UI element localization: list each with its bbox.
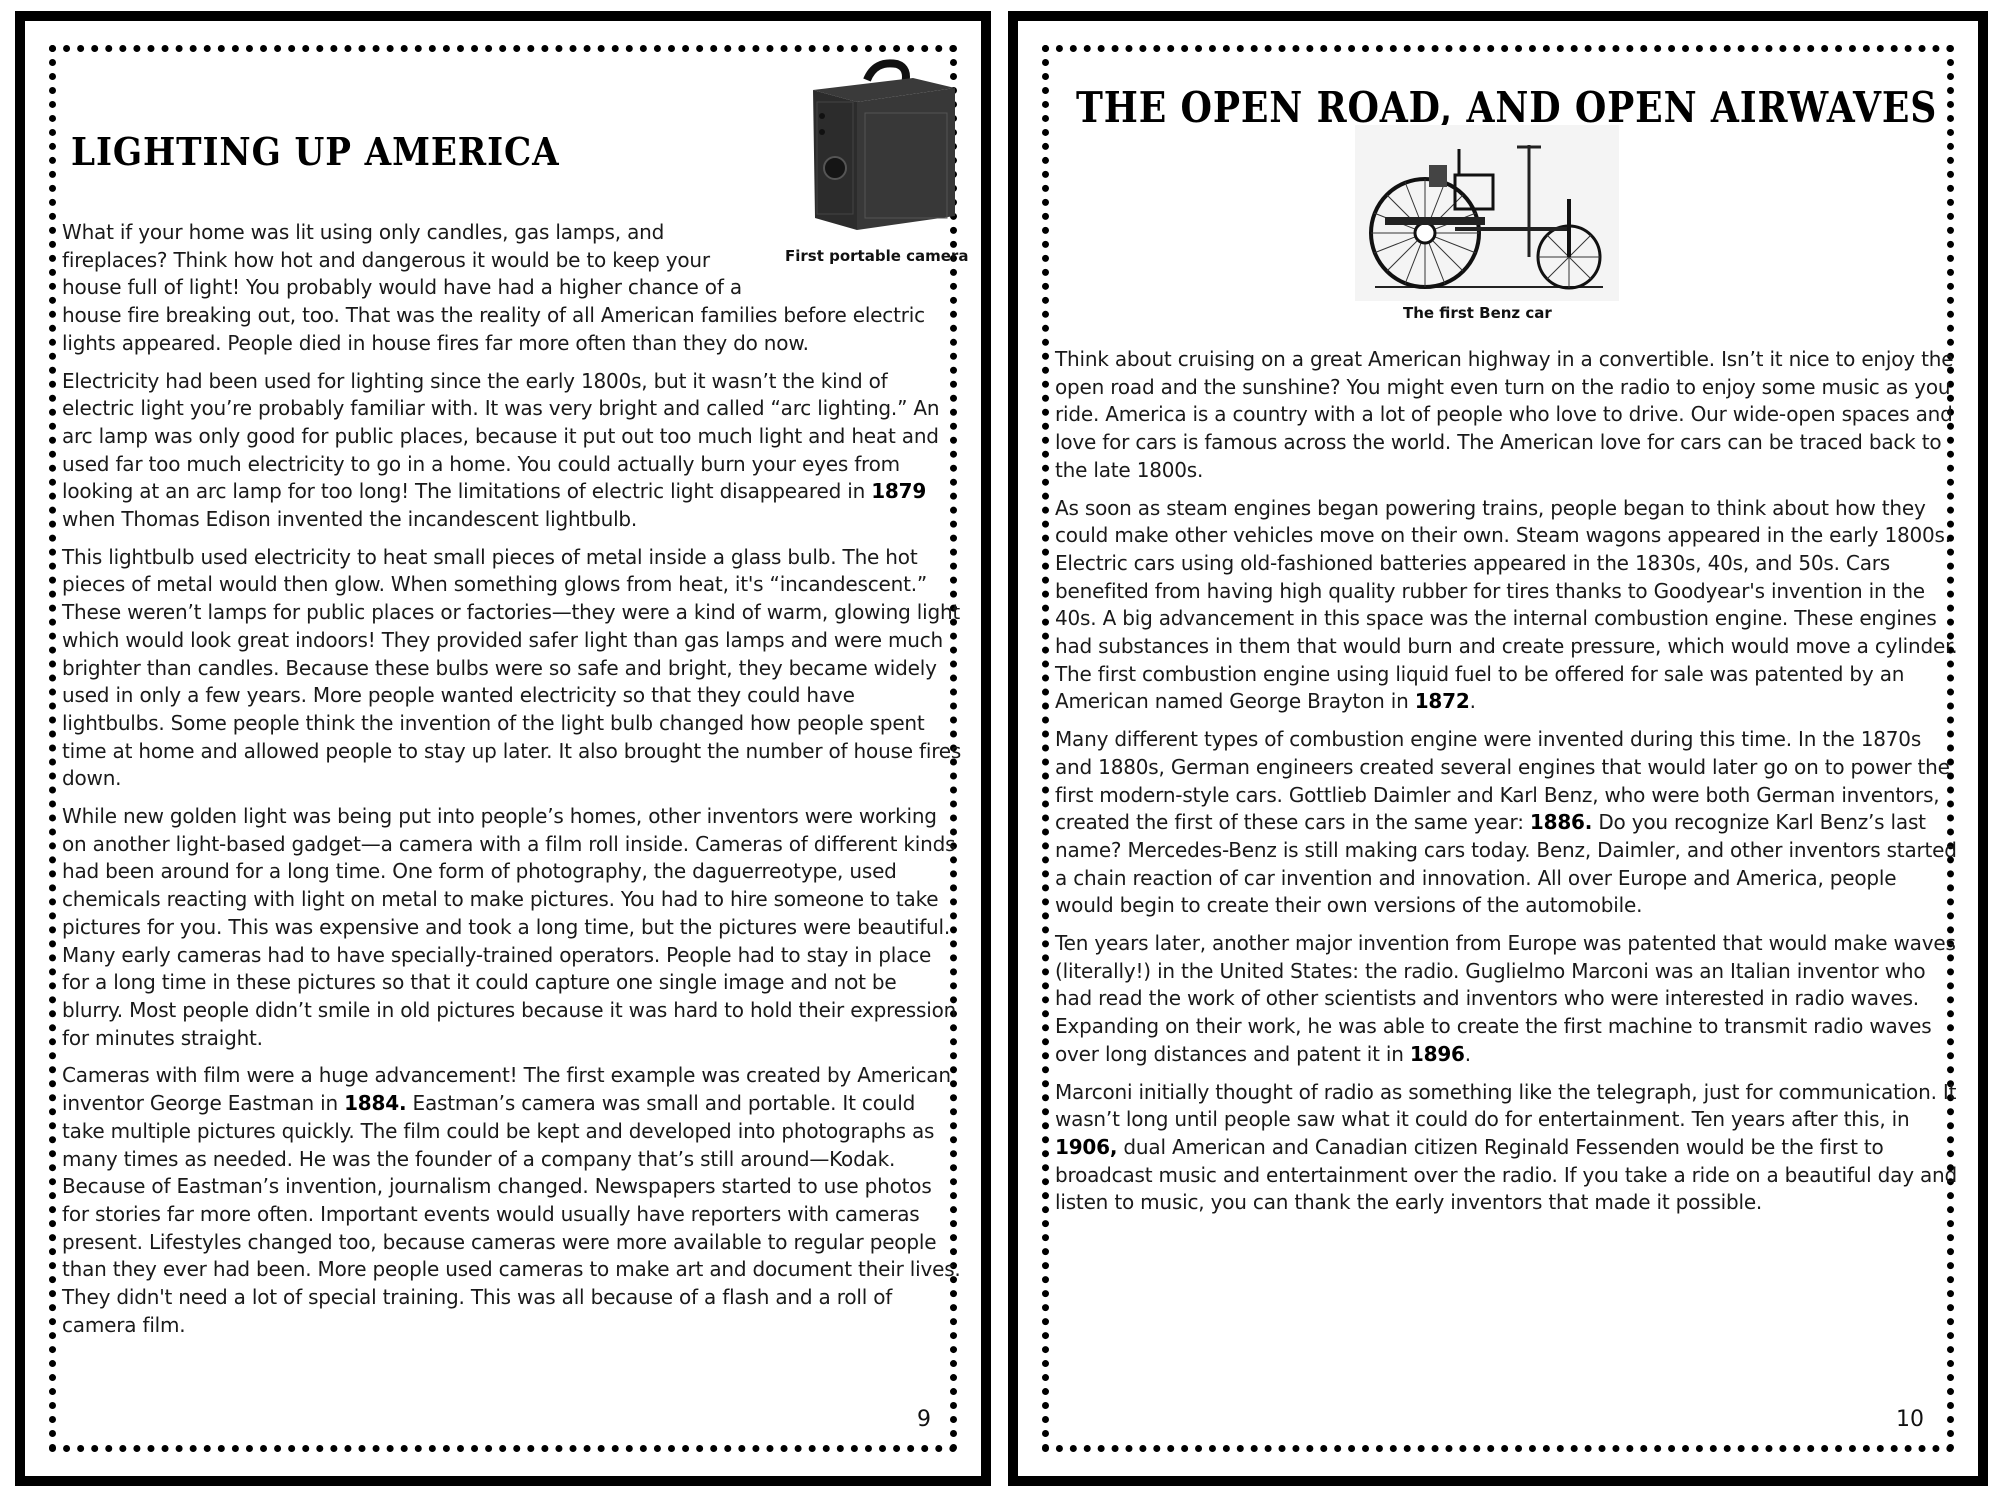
paragraph: This lightbulb used electricity to heat small pieces of metal inside a glass bulb. The hot pieces of metal would then glow. When something glows from heat, it's “incandescent.” These weren’t lamps for public places or factories—they were a kind of warm, glowing light which would look great indoors! They provided safer light than gas lamps and were much brighter than candles. Because these bulbs were so safe and bright, they became widely used in only a few years. More people wanted electricity so that they could have lightbulbs. Some people think the invention of the light bulb changed how people spent time at home and allowed people to stay up later. It also brought the number of house fires down. bbox=[62, 544, 962, 791]
paragraph: While new golden light was being put into people’s homes, other inventors were working on another light-based gadget—a camera with a film roll inside. Cameras of different kinds had been around for a long time. One form of photography, the daguerreotype, used chemicals reacting with light on metal to make pictures. You had to hire someone to take pictures for you. This was expensive and took a long time, but the pictures were beautiful. Many early cameras had to have specially-trained operators. People had to stay in place for a long time in these pictures so that it could capture one single image and not be blurry. Most people didn’t smile in old pictures because it was hard to hold their expression for minutes straight. bbox=[62, 804, 957, 1050]
page-10 bbox=[1008, 11, 1988, 1486]
year-highlight: 1872 bbox=[1414, 689, 1470, 714]
paragraph: Electricity had been used for lighting since the early 1800s, but it wasn’t the kind of electric light you’re probably familiar with. It was very bright and called “arc lighting.” An arc lamp was only good for public places, because it put out too much light and heat and used far too much electricity to go in a home. You could actually burn your eyes from looking at an arc lamp for too long! The limitations of electric light disappeared in 1879 when Thomas Edison invented the incandescent lightbulb. bbox=[62, 368, 940, 532]
paragraph: Ten years later, another major invention from Europe was patented that would make waves (literally!) in the United States: the radio. Guglielmo Marconi was an Italian inventor who had read the work of other scientists and inventors who were interested in radio waves. Expanding on their work, he was able to create the first machine to transmit radio waves over long distances and patent it in 1896. bbox=[1055, 931, 1956, 1066]
figure-caption: First portable camera bbox=[785, 247, 969, 265]
paragraph: Many different types of combustion engine were invented during this time. In the 1870s and 1880s, German engineers created several engines that would later go on to power the first modern-style cars. Gottlieb Daimler and Karl Benz, who were both German inventors, created the first of these cars in the same year: 1886. Do you recognize Karl Benz’s last name? Mercedes-Benz is still making cars today. Benz, Daimler, and other inventors started a chain reaction of car invention and innovation. All over Europe and America, people would begin to create their own versions of the automobile. bbox=[1055, 727, 1957, 918]
box-camera-photo-icon bbox=[805, 58, 960, 233]
page-title: LIGHTING UP AMERICA bbox=[71, 129, 560, 174]
page-title: THE OPEN ROAD, AND OPEN AIRWAVES bbox=[1076, 83, 1938, 132]
page-number: 10 bbox=[1896, 1407, 1924, 1432]
year-highlight: 1886. bbox=[1529, 810, 1593, 835]
year-highlight: 1884. bbox=[344, 1091, 407, 1116]
paragraph: Marconi initially thought of radio as something like the telegraph, just for communication. It wasn’t long until people saw what it could do for entertainment. Ten years after this, in 1906, dual American and Canadian citizen Reginald Fessenden would be the first to broadcast music and entertainment over the radio. If you take a ride on a beautiful day and listen to music, you can thank the early inventors that made it possible. bbox=[1055, 1079, 1958, 1215]
article-body bbox=[62, 219, 962, 1349]
paragraph: Think about cruising on a great American highway in a convertible. Isn’t it nice to enjoy the open road and the sunshine? You might even turn on the radio to enjoy some music as you ride. America is a country with a lot of people who love to drive. Our wide-open spaces and love for cars is famous across the world. The American love for cars can be traced back to the late 1800s. bbox=[1055, 347, 1954, 482]
figure-caption: The first Benz car bbox=[1403, 304, 1552, 322]
page-number: 9 bbox=[917, 1407, 931, 1432]
article-body bbox=[1055, 346, 1960, 1227]
year-highlight: 1906, bbox=[1055, 1134, 1118, 1159]
paragraph: Cameras with film were a huge advancement! The first example was created by American inventor George Eastman in 1884. Eastman’s camera was small and portable. It could take multiple pictures quickly. The film could be kept and developed into photographs as many times as needed. He was the founder of a company that’s still around—Kodak. Because of Eastman’s invention, journalism changed. Newspapers started to use photos for stories far more often. Important events would usually have reporters with cameras present. Lifestyles changed too, because cameras were more available to regular people than they ever had been. More people used cameras to make art and document their lives. They didn't need a lot of special training. This was all because of a flash and a roll of camera film. bbox=[62, 1063, 961, 1337]
year-highlight: 1879 bbox=[871, 479, 927, 504]
benz-car-engraving-icon bbox=[1355, 125, 1619, 301]
paragraph: As soon as steam engines began powering trains, people began to think about how they could make other vehicles move on their own. Steam wagons appeared in the early 1800s. Electric cars using old-fashioned batteries appeared in the 1830s, 40s, and 50s. Cars benefited from having high quality rubber for tires thanks to Goodyear's invention in the 40s. A big advancement in this space was the internal combustion engine. These engines had substances in them that would burn and create pressure, which would move a cylinder. The first combustion engine using liquid fuel to be offered for sale was patented by an American named George Brayton in 1872. bbox=[1055, 495, 1958, 714]
year-highlight: 1896 bbox=[1409, 1041, 1465, 1066]
paragraph: What if your home was lit using only candles, gas lamps, and fireplaces? Think how hot and dangerous it would be to keep your house full of light! You probably would have had a higher chance of a house fire breaking out, too. That was the reality of all American families before electric lights appeared. People died in house fires far more often than they do now. bbox=[62, 220, 925, 355]
page-9 bbox=[15, 11, 991, 1486]
